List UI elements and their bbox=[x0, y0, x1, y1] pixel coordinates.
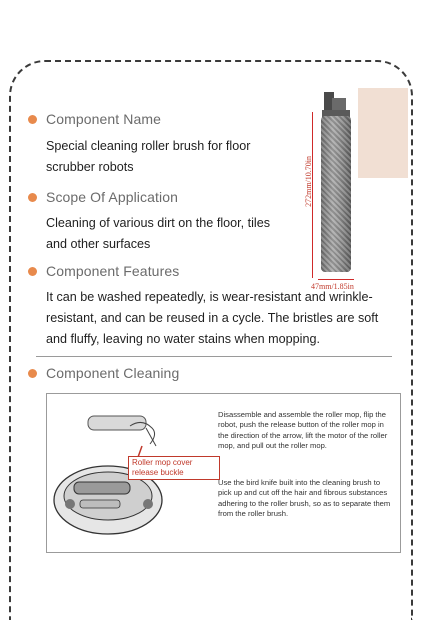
heading-text: Component Cleaning bbox=[46, 365, 180, 381]
bullet-dot-icon bbox=[28, 193, 37, 202]
scope-text: Cleaning of various dirt on the floor, tiles and other surfaces bbox=[46, 216, 271, 251]
heading-text: Scope Of Application bbox=[46, 189, 178, 205]
cleaning-step-1: Disassemble and assemble the roller mop, flip the robot, push the release button of the roller mop in the direction of the arrow, lift the motor of the roller mop, and pull out the roller mop. bbox=[218, 410, 388, 451]
section-heading-name bbox=[28, 111, 161, 127]
heading-text: Component Name bbox=[46, 111, 162, 127]
product-backdrop bbox=[358, 88, 408, 178]
cleaning-step-2: Use the bird knife built into the cleaning brush to pick up and cut off the hair and fibrous substances adhering to the roller brush, so as to separate them from the roller brush. bbox=[218, 478, 391, 519]
heading-text: Component Features bbox=[46, 263, 180, 279]
bullet-dot-icon bbox=[28, 369, 37, 378]
bullet-dot-icon bbox=[28, 267, 37, 276]
section-heading-scope bbox=[28, 189, 178, 205]
features-text: It can be washed repeatedly, is wear-resistant and wrinkle-resistant, and can be reused in a cycle. The bristles are soft and fluffy, leaving no water stains when mopping. bbox=[46, 290, 379, 346]
width-dimension-line bbox=[318, 279, 354, 280]
height-dimension-label: 272mm/10.70in bbox=[304, 156, 313, 207]
release-buckle-callout: Roller mop cover release buckle bbox=[128, 456, 220, 480]
roller-brush-image bbox=[321, 116, 351, 272]
divider bbox=[36, 356, 392, 357]
component-name-text: Special cleaning roller brush for floor scrubber robots bbox=[46, 139, 251, 174]
section-heading-features bbox=[28, 263, 179, 279]
bullet-dot-icon bbox=[28, 115, 37, 124]
brush-end-cap-icon bbox=[320, 90, 352, 118]
width-dimension-label: 47mm/1.85in bbox=[311, 282, 354, 291]
section-heading-cleaning bbox=[28, 365, 179, 381]
